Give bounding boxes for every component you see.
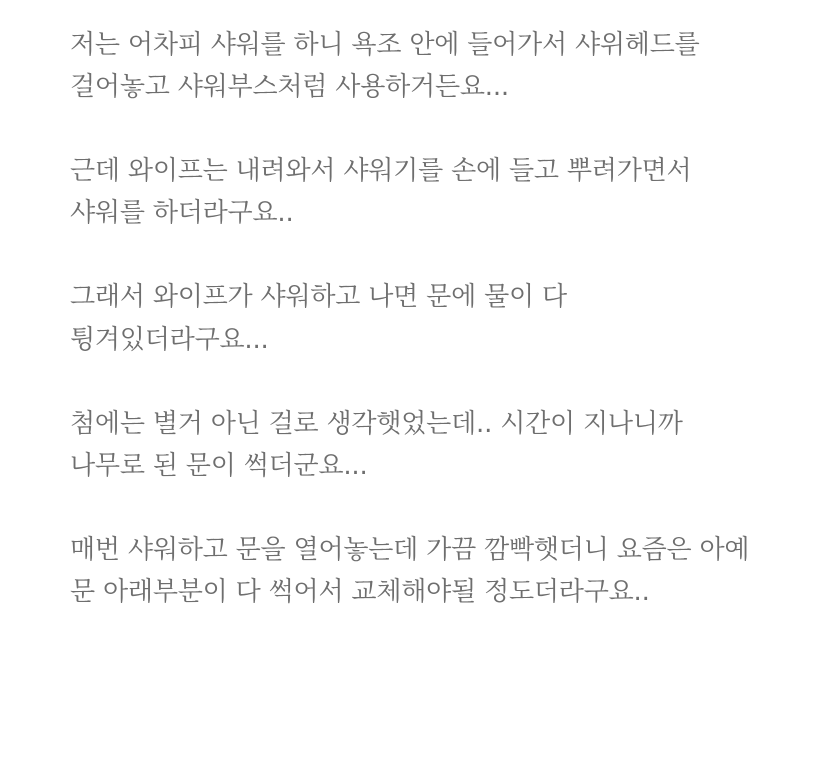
paragraph: 그래서 와이프가 샤워하고 나면 문에 물이 다 튕겨있더라구요... xyxy=(70,282,575,355)
paragraph: 매번 샤워하고 문을 열어놓는데 가끔 깜빡햇더니 요즘은 아예 문 아래부분이 다 썩어서 교체해야될 정도더라구요.. xyxy=(70,534,758,607)
paragraph: 첨에는 별거 아닌 걸로 생각햇었는데.. 시간이 지나니까 나무로 된 문이 썩더군요... xyxy=(70,408,691,481)
paragraph: 저는 어차피 샤워를 하니 욕조 안에 들어가서 샤위헤드를 걸어놓고 샤워부스처럼 사용하거든요... xyxy=(70,30,708,103)
paragraph: 근데 와이프는 내려와서 샤워기를 손에 들고 뿌려가면서 샤워를 하더라구요.. xyxy=(70,156,700,229)
